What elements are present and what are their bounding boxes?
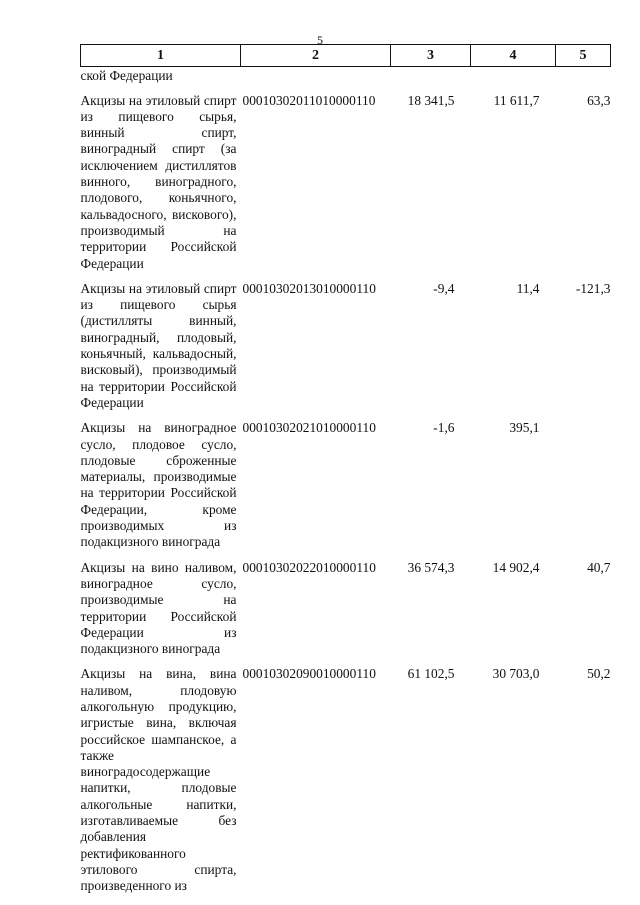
row-col5: -121,3 [575, 280, 611, 296]
row-code: 00010302021010000110 [242, 420, 376, 436]
row-name: Акцизы на вино наливом, виноградное сусло, производимые на территории Российской Федерации из подакцизного винограда [80, 559, 237, 657]
row-code: 00010302013010000110 [242, 280, 376, 296]
row-col4: 30 703,0 [492, 666, 540, 682]
row-name: Акцизы на виноградное сусло, плодовое сусло, плодовые сброженные материалы, производимые на территории Российской Федерации, кроме производимых из подакцизного винограда [80, 420, 237, 550]
row-name: Акцизы на этиловый спирт из пищевого сырья (дистилляты винный, виноградный, плодовый, коньячный, кальвадосный, висковый), производимый на территории Российской Федерации [80, 280, 237, 410]
row-name: Акцизы на вина, вина наливом, плодовую алкогольную продукцию, игристые вина, включая российское шампанское, а также виноградосодержащие напитки, плодовые алкогольные напитки, изготавливаемые без добавления ректификованного этилового спирта, произведенного из [80, 666, 237, 894]
row-col4: 11 611,7 [493, 92, 540, 108]
row-col5 [556, 415, 611, 554]
row-col4: 395,1 [509, 420, 540, 436]
row-col3: 36 574,3 [407, 559, 455, 575]
row-code: 00010302022010000110 [242, 559, 376, 575]
page-number: 5 [317, 33, 323, 47]
row-col5: 50,2 [587, 666, 611, 682]
table-row [81, 88, 611, 276]
table-row [81, 415, 611, 554]
row-col4: 14 902,4 [492, 559, 540, 575]
row-col3: -1,6 [433, 420, 455, 436]
table-row [81, 661, 611, 898]
header-col-2: 2 [241, 45, 391, 67]
table-row [81, 276, 611, 415]
row-col5: 63,3 [587, 92, 611, 108]
row-col5: 40,7 [587, 559, 611, 575]
budget-table [80, 44, 611, 899]
row-col3: -9,4 [433, 280, 455, 296]
row-code: 00010302090010000110 [242, 666, 376, 682]
continuation-row [81, 67, 611, 88]
header-col-4: 4 [471, 45, 556, 67]
header-col-3: 3 [391, 45, 471, 67]
header-row [81, 45, 611, 67]
table-row [81, 555, 611, 662]
row-col4: 11,4 [516, 280, 540, 296]
row-code: 00010302011010000110 [242, 92, 376, 108]
row-name: Акцизы на этиловый спирт из пищевого сырья, винный спирт, виноградный спирт (за исключением дистиллятов винного, виноградного, плодового, коньячного, кальвадосного, вискового), производимый на территории Российской Федерации [80, 92, 237, 271]
header-col-5: 5 [556, 45, 611, 67]
row-col3: 61 102,5 [407, 666, 455, 682]
header-col-1: 1 [81, 45, 241, 67]
continuation-text: ской Федерации [80, 68, 173, 84]
row-col3: 18 341,5 [407, 92, 455, 108]
